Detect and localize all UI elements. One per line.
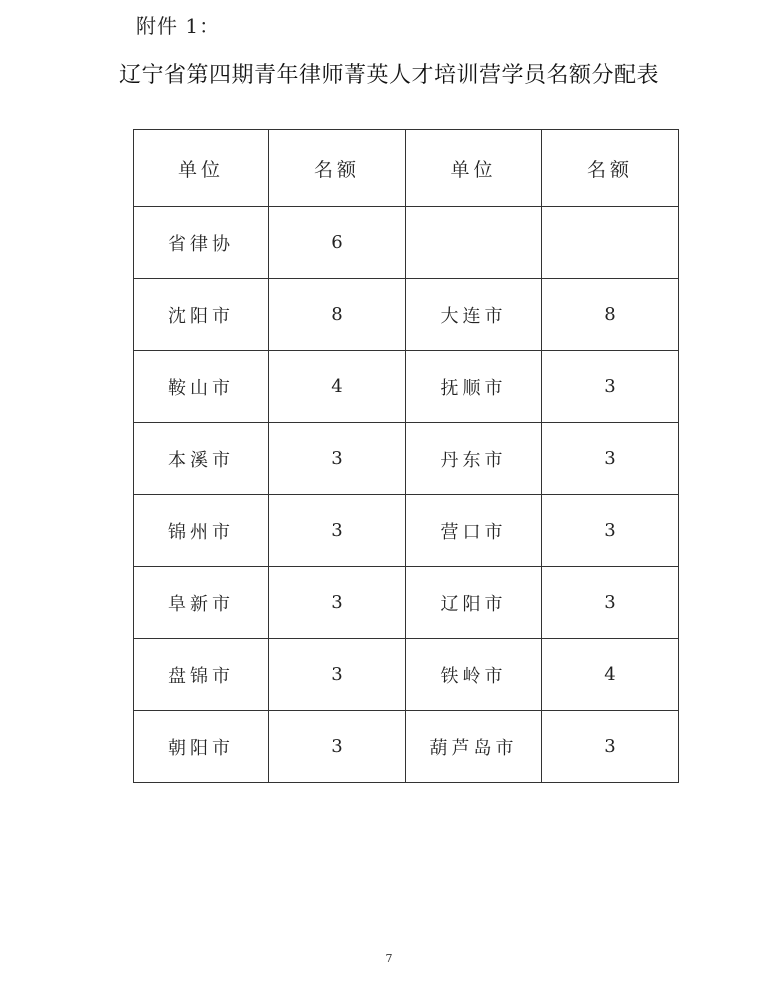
quota-cell: 3 <box>542 567 679 639</box>
unit-cell: 葫芦岛市 <box>406 711 542 783</box>
header-quota-right: 名额 <box>542 130 679 207</box>
document-title: 辽宁省第四期青年律师菁英人才培训营学员名额分配表 <box>118 63 659 88</box>
table-row <box>134 495 679 567</box>
table-row <box>134 207 679 279</box>
unit-cell: 锦州市 <box>134 495 269 567</box>
quota-cell: 3 <box>542 495 679 567</box>
quota-cell: 3 <box>269 711 406 783</box>
unit-cell: 辽阳市 <box>406 567 542 639</box>
quota-cell: 3 <box>542 423 679 495</box>
quota-cell: 8 <box>542 279 679 351</box>
quota-cell: 4 <box>269 351 406 423</box>
quota-cell: 3 <box>269 423 406 495</box>
page-number: 7 <box>385 952 393 965</box>
unit-cell <box>406 207 542 279</box>
table-row <box>134 567 679 639</box>
unit-cell: 阜新市 <box>134 567 269 639</box>
quota-cell: 4 <box>542 639 679 711</box>
unit-cell: 本溪市 <box>134 423 269 495</box>
quota-cell: 6 <box>269 207 406 279</box>
quota-cell <box>542 207 679 279</box>
unit-cell: 鞍山市 <box>134 351 269 423</box>
unit-cell: 铁岭市 <box>406 639 542 711</box>
table-header-row <box>134 130 679 207</box>
unit-cell: 朝阳市 <box>134 711 269 783</box>
table-row <box>134 639 679 711</box>
table-row <box>134 423 679 495</box>
unit-cell: 盘锦市 <box>134 639 269 711</box>
table-row <box>134 711 679 783</box>
quota-cell: 3 <box>269 639 406 711</box>
quota-cell: 8 <box>269 279 406 351</box>
quota-cell: 3 <box>269 567 406 639</box>
table-row <box>134 351 679 423</box>
attachment-label: 附件 1： <box>136 14 221 38</box>
quota-cell: 3 <box>269 495 406 567</box>
quota-cell: 3 <box>542 711 679 783</box>
unit-cell: 丹东市 <box>406 423 542 495</box>
header-unit-right: 单位 <box>406 130 542 207</box>
unit-cell: 抚顺市 <box>406 351 542 423</box>
unit-cell: 营口市 <box>406 495 542 567</box>
header-quota-left: 名额 <box>269 130 406 207</box>
quota-cell: 3 <box>542 351 679 423</box>
table-row <box>134 279 679 351</box>
header-unit-left: 单位 <box>134 130 269 207</box>
unit-cell: 沈阳市 <box>134 279 269 351</box>
quota-allocation-table <box>133 129 679 783</box>
unit-cell: 省律协 <box>134 207 269 279</box>
unit-cell: 大连市 <box>406 279 542 351</box>
